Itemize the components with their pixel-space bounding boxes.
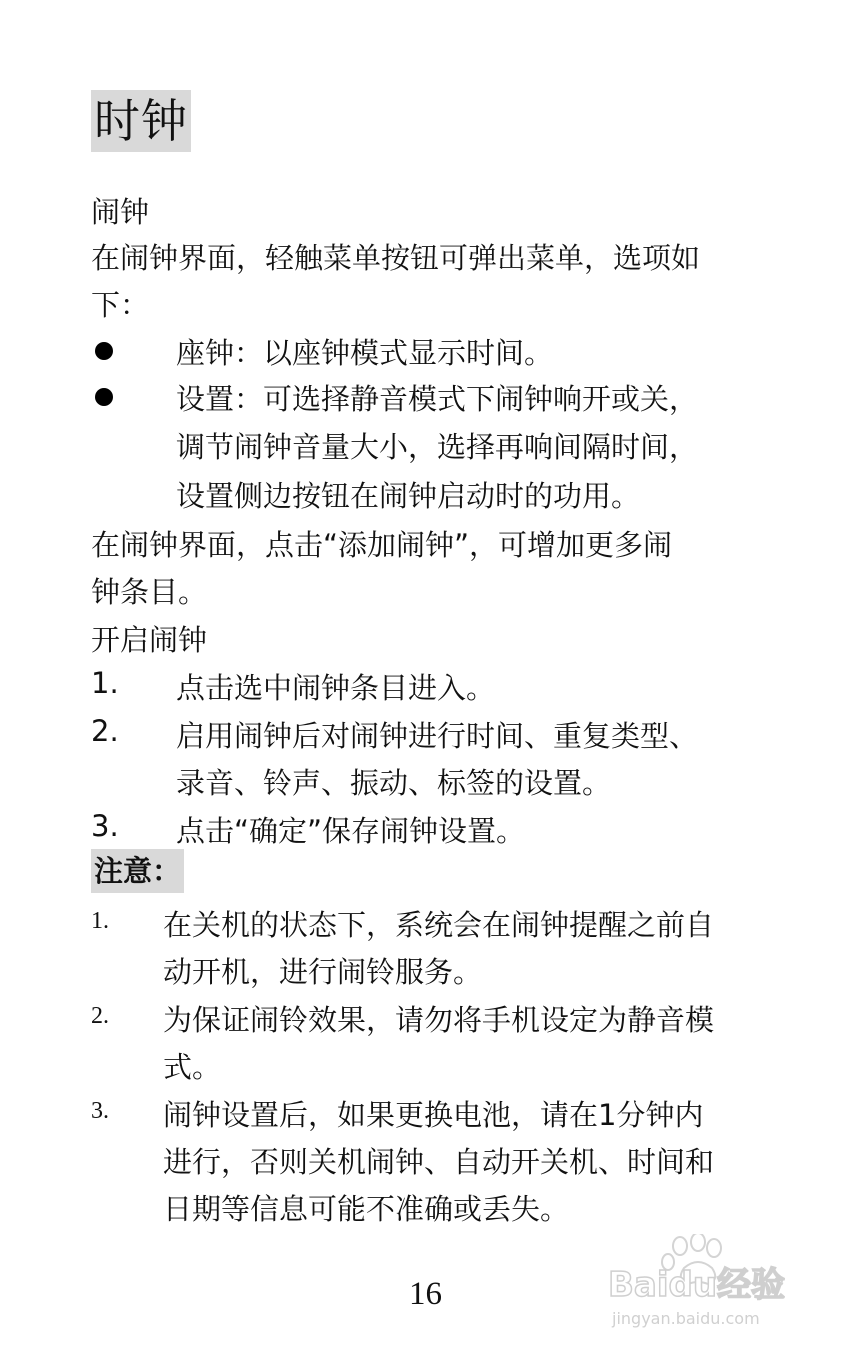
enable-heading: 开启闹钟: [91, 623, 208, 657]
svg-text:Baidu经验: Baidu经验: [608, 1265, 786, 1305]
step-text: 点击“确定”保存闹钟设置。: [176, 814, 526, 848]
bullet-icon: [95, 342, 113, 360]
step-number: 1.: [91, 666, 119, 700]
note-text: 日期等信息可能不准确或丢失。: [163, 1192, 570, 1226]
add-alarm-line: 在闹钟界面，点击“添加闹钟”，可增加更多闹: [91, 528, 673, 562]
note-text: 进行，否则关机闹钟、自动开关机、时间和: [163, 1145, 715, 1179]
alarm-intro-line: 下：: [91, 288, 150, 322]
note-text: 式。: [163, 1050, 222, 1084]
note-text: 闹钟设置后，如果更换电池，请在1分钟内: [163, 1098, 704, 1132]
note-text: 在关机的状态下，系统会在闹钟提醒之前自: [163, 908, 715, 942]
step-text: 启用闹钟后对闹钟进行时间、重复类型、: [176, 719, 699, 753]
note-text: 动开机，进行闹铃服务。: [163, 955, 483, 989]
bullet-text: 设置：可选择静音模式下闹钟响开或关，: [176, 382, 699, 416]
note-number: 3.: [91, 1098, 109, 1124]
step-text: 点击选中闹钟条目进入。: [176, 671, 496, 705]
alarm-heading: 闹钟: [91, 195, 150, 229]
add-alarm-line: 钟条目。: [91, 575, 208, 609]
note-text: 为保证闹铃效果，请勿将手机设定为静音模: [163, 1003, 715, 1037]
step-text: 录音、铃声、振动、标签的设置。: [176, 766, 612, 800]
bullet-text: 座钟：以座钟模式显示时间。: [176, 336, 554, 370]
note-number: 1.: [91, 908, 109, 934]
svg-text:jingyan.baidu.com: jingyan.baidu.com: [612, 1309, 760, 1328]
page-title: 时钟: [91, 90, 191, 152]
baidu-watermark: [592, 1234, 812, 1344]
note-number: 2.: [91, 1003, 109, 1029]
notes-label: 注意：: [91, 849, 184, 893]
step-number: 2.: [91, 714, 119, 748]
step-number: 3.: [91, 809, 119, 843]
paw-logo-icon: [592, 1234, 812, 1344]
alarm-intro-line: 在闹钟界面，轻触菜单按钮可弹出菜单，选项如: [91, 241, 701, 275]
bullet-text: 调节闹钟音量大小，选择再响间隔时间，: [176, 430, 699, 464]
bullet-icon: [95, 388, 113, 406]
page-number: 16: [409, 1276, 442, 1312]
bullet-text: 设置侧边按钮在闹钟启动时的功用。: [176, 479, 641, 513]
